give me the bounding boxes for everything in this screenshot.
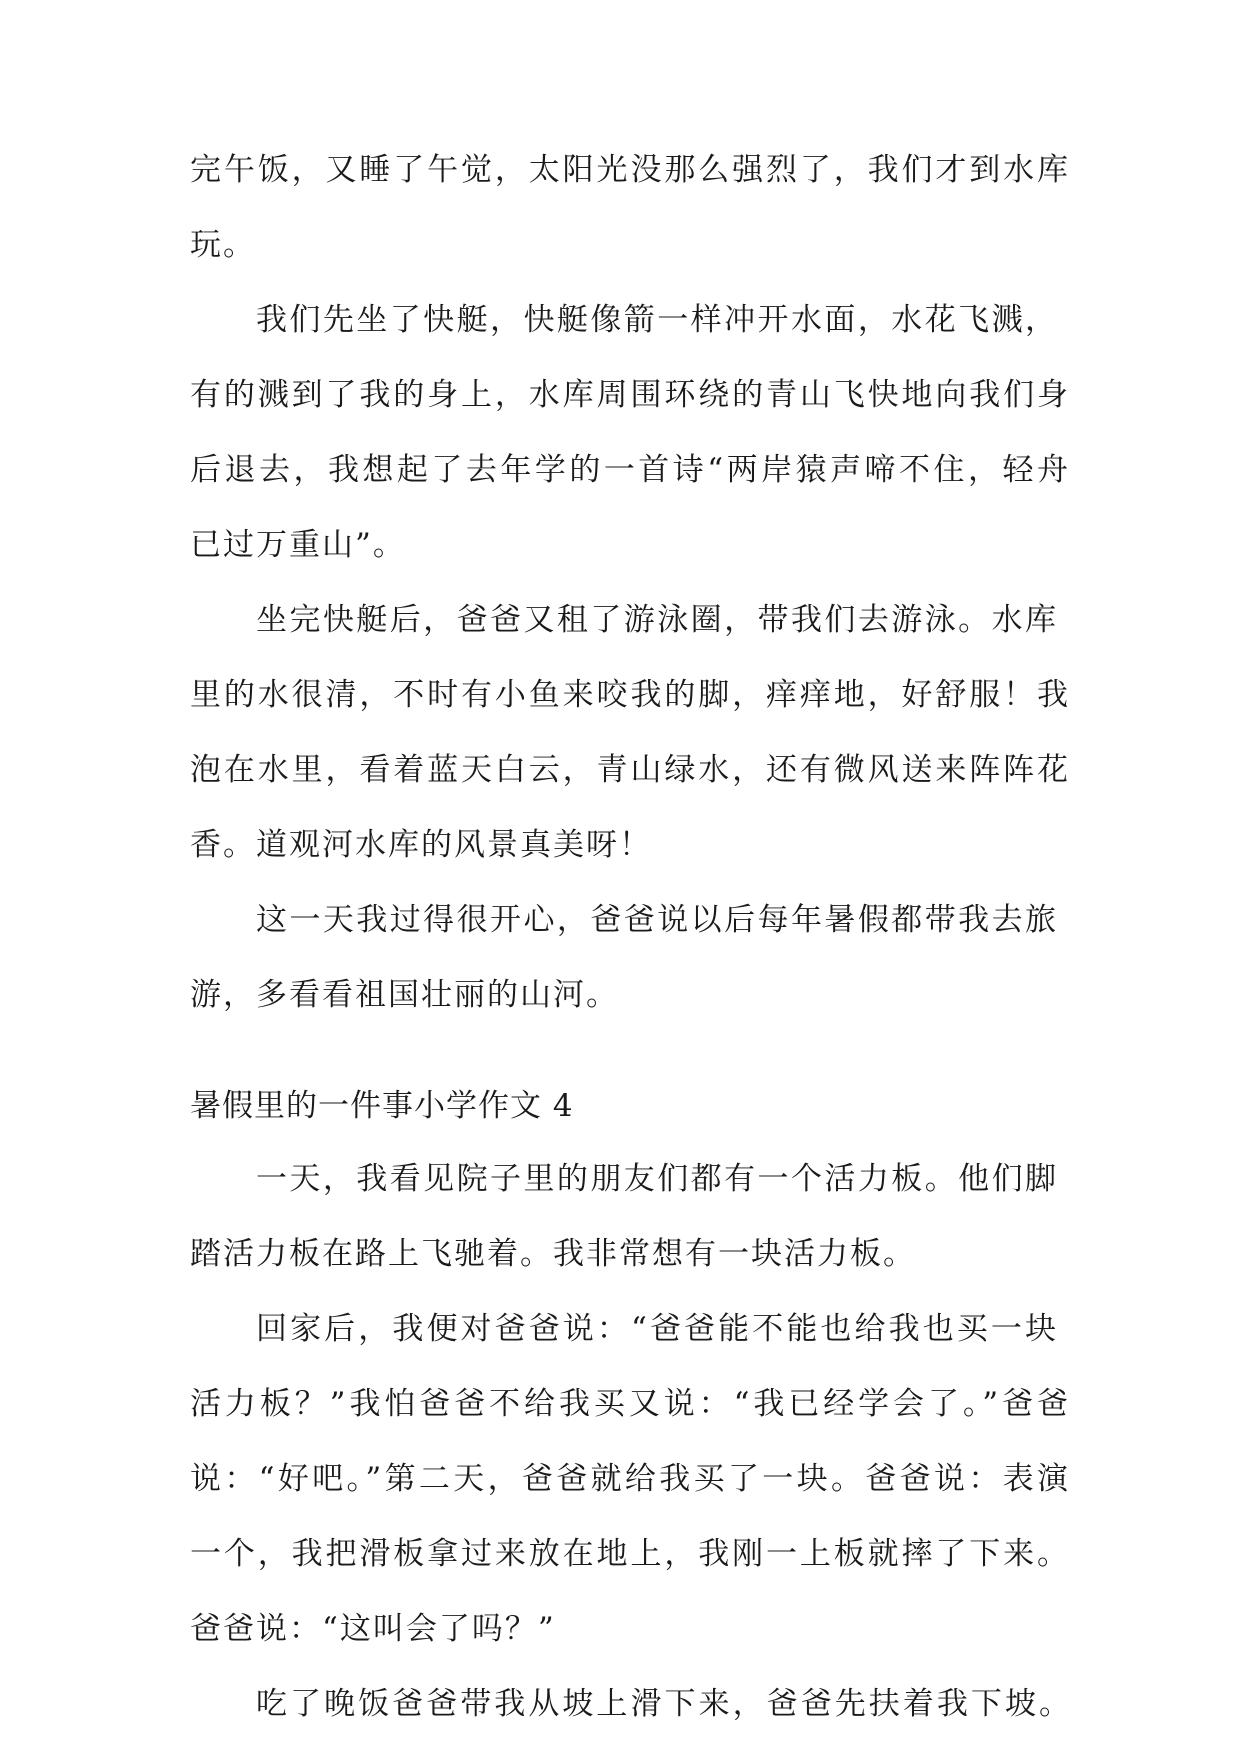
- text-line: 我们先坐了快艇，快艇像箭一样冲开水面，水花飞溅，: [256, 302, 1058, 338]
- text-line: 香。道观河水库的风景真美呀！: [190, 827, 652, 863]
- text-line: 泡在水里，看着蓝天白云，青山绿水，还有微风送来阵阵花: [190, 752, 1070, 788]
- text-line: 有的溅到了我的身上，水库周围环绕的青山飞快地向我们身: [190, 377, 1070, 413]
- text-line: 完午饭，又睡了午觉，太阳光没那么强烈了，我们才到水库: [190, 152, 1070, 188]
- text-line: 爸爸说：“这叫会了吗？”: [190, 1611, 556, 1647]
- text-line: 坐完快艇后，爸爸又租了游泳圈，带我们去游泳。水库: [256, 602, 1058, 638]
- text-line: 踏活力板在路上飞驰着。我非常想有一块活力板。: [190, 1236, 916, 1272]
- section-heading: 暑假里的一件事小学作文 4: [190, 1088, 574, 1124]
- text-line: 一天，我看见院子里的朋友们都有一个活力板。他们脚: [256, 1161, 1058, 1197]
- text-line: 活力板？”我怕爸爸不给我买又说：“我已经学会了。”爸爸: [190, 1386, 1070, 1422]
- text-line: 玩。: [190, 227, 256, 263]
- text-line: 吃了晚饭爸爸带我从坡上滑下来，爸爸先扶着我下坡。: [256, 1686, 1072, 1722]
- text-line: 后退去，我想起了去年学的一首诗“两岸猿声啼不住，轻舟: [190, 452, 1070, 488]
- text-line: 这一天我过得很开心，爸爸说以后每年暑假都带我去旅: [256, 902, 1058, 938]
- text-line: 游，多看看祖国壮丽的山河。: [190, 977, 619, 1013]
- text-line: 已过万重山”。: [190, 527, 406, 563]
- text-line: 里的水很清，不时有小鱼来咬我的脚，痒痒地，好舒服！我: [190, 677, 1070, 713]
- text-line: 一个，我把滑板拿过来放在地上，我刚一上板就摔了下来。: [190, 1536, 1070, 1572]
- text-line: 回家后，我便对爸爸说：“爸爸能不能也给我也买一块: [256, 1311, 1058, 1347]
- text-line: 说：“好吧。”第二天，爸爸就给我买了一块。爸爸说：表演: [190, 1461, 1070, 1497]
